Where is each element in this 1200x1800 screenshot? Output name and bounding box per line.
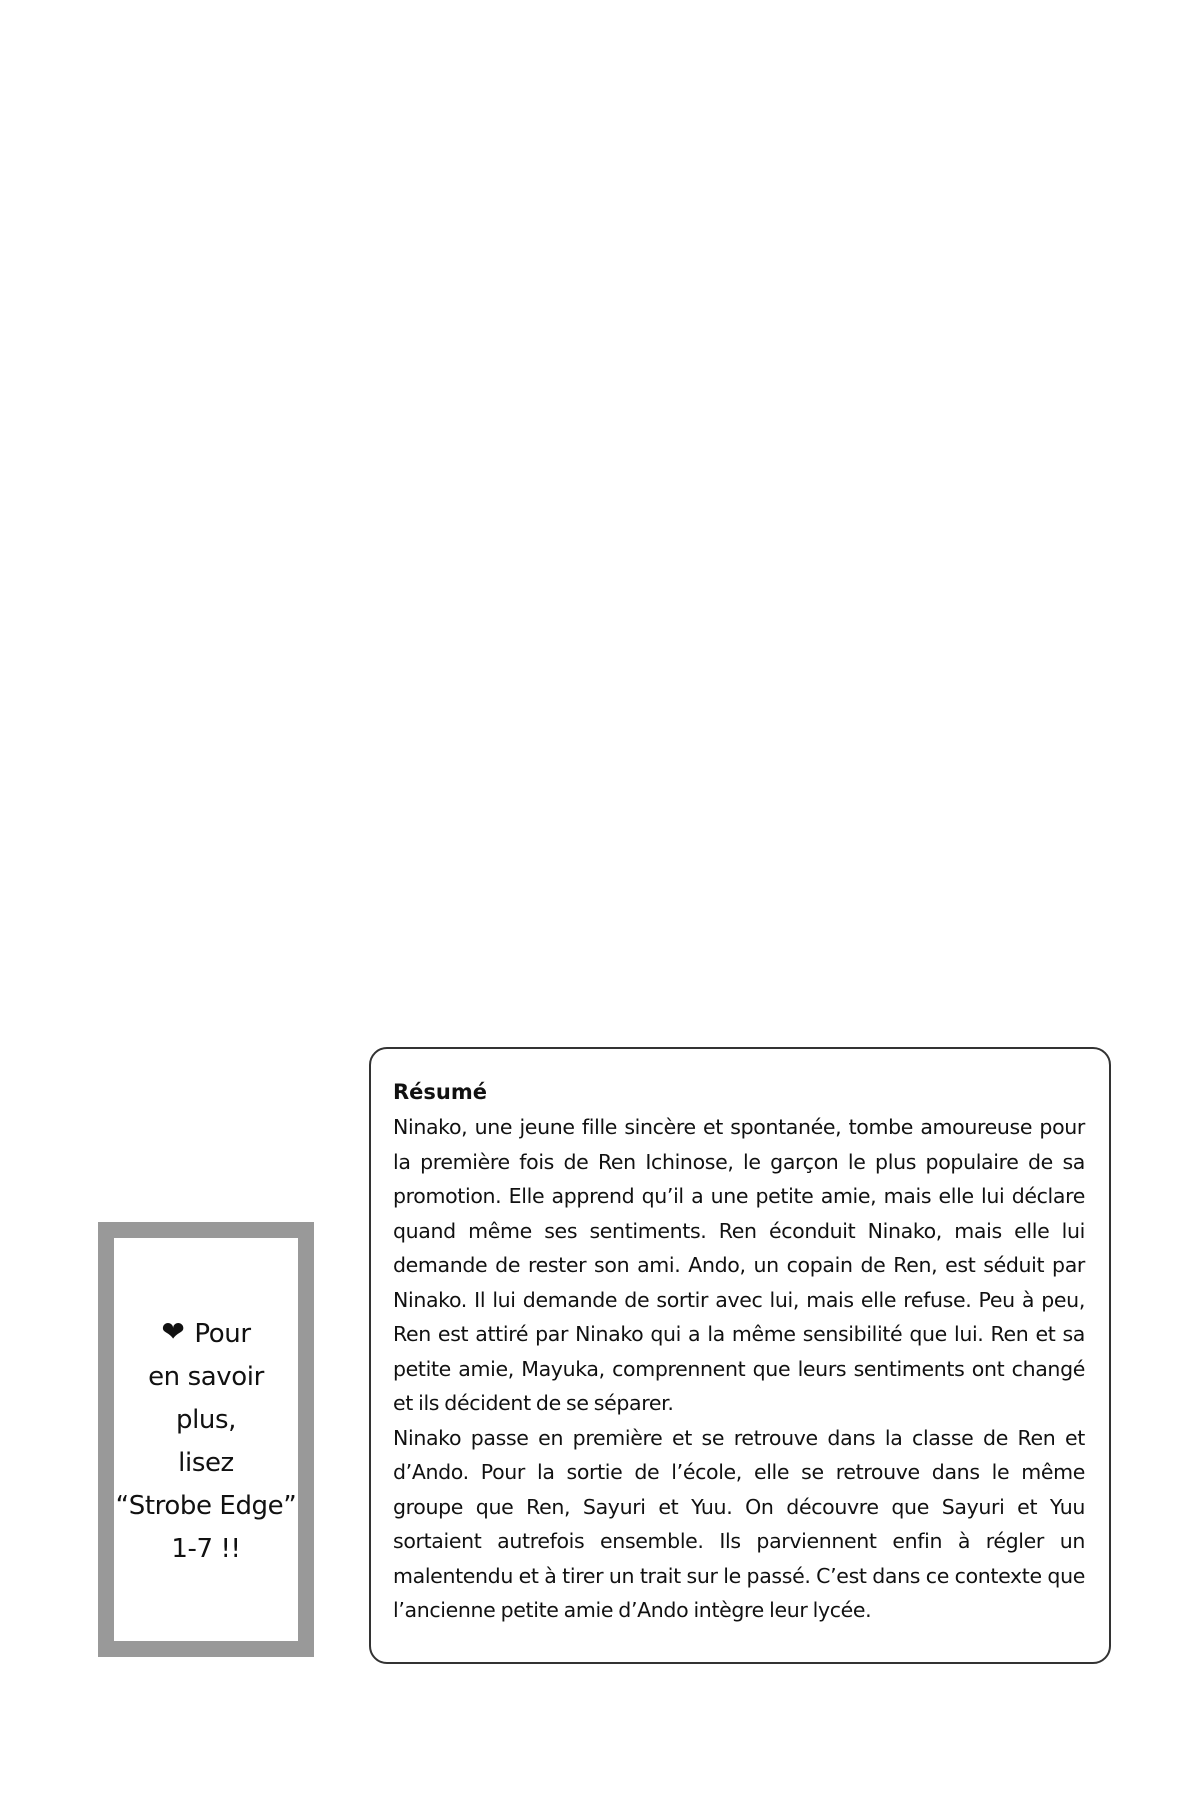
promo-text [114, 1308, 298, 1571]
promo-line-5: “Strobe Edge” [115, 1491, 297, 1521]
promo-line-2: en savoir [148, 1362, 264, 1392]
summary-title: Résumé [393, 1080, 487, 1104]
promo-line-1: ❤ Pour [114, 1310, 298, 1356]
summary-paragraph-2: Ninako passe en première et se retrouve dans la classe de Ren et d’Ando. Pour la sortie de l’école, elle se retrouve dans le même groupe que Ren, Sayuri et Yuu. On découvre que Sayuri et Yuu sortaient autrefois ensemble. Ils parviennent enfin à régler un malentendu et à tirer un trait sur le passé. C’est dans ce contexte que l’ancienne petite amie d’Ando intègre leur lycée. [393, 1425, 1085, 1622]
summary-box [369, 1047, 1111, 1664]
heart-icon: ❤ [161, 1315, 185, 1348]
promo-box [98, 1222, 314, 1657]
promo-line-6: 1-7 !! [171, 1534, 241, 1564]
summary-paragraph-1: Ninako, une jeune fille sincère et spontanée, tombe amoureuse pour la première fois de Ren Ichinose, le garçon le plus populaire de sa promotion. Elle apprend qu’il a une petite amie, mais elle lui déclare quand même ses sentiments. Ren éconduit Ninako, mais elle lui demande de rester son ami. Ando, un copain de Ren, est séduit par Ninako. Il lui demande de sortir avec lui, mais elle refuse. Peu à peu, Ren est attiré par Ninako qui a la même sensibilité que lui. Ren et sa petite amie, Mayuka, comprennent que leurs sentiments ont changé et ils décident de se séparer. [393, 1115, 1085, 1415]
promo-line-4: lisez [178, 1448, 234, 1478]
promo-line-3: plus, [175, 1405, 237, 1435]
